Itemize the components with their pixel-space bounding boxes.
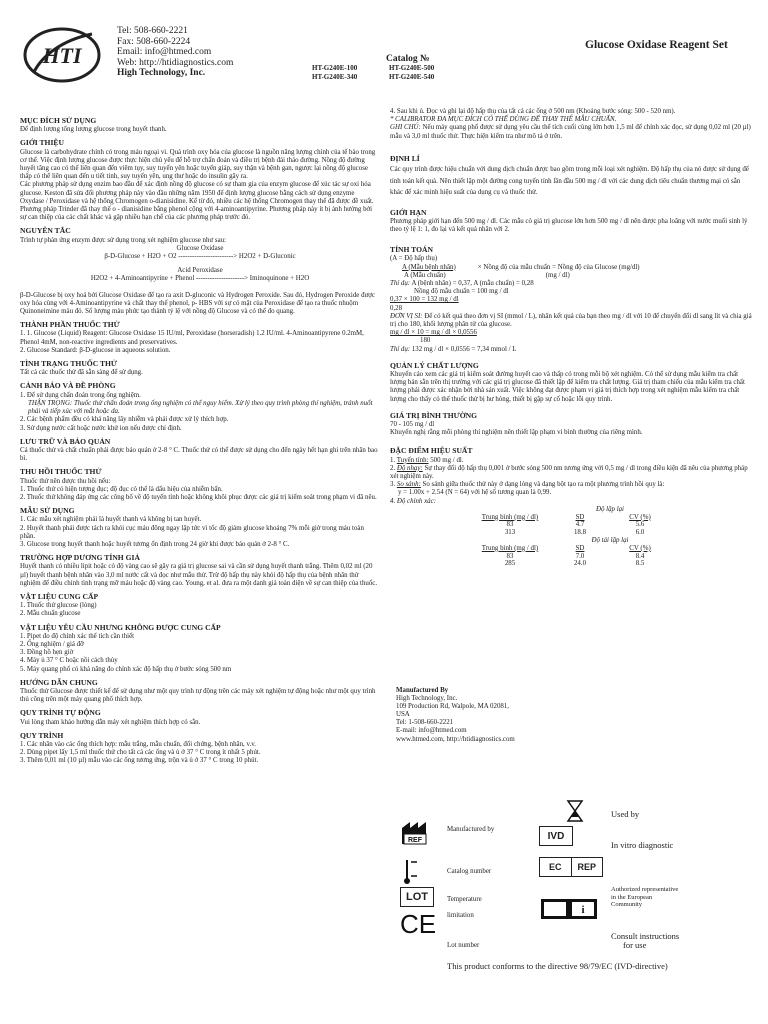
consult-line: Consult instructions [611, 931, 680, 941]
table-header: Trung bình (mg / dl) [481, 513, 539, 521]
si-label: ĐƠN VỊ SI: [390, 312, 423, 320]
table-title: Độ tái lặp lại [591, 537, 629, 544]
list-item: 2. Các bệnh phẩm đều có khả năng lây nhiễm và phải được xử lý thích hợp. [20, 416, 229, 424]
section-heading: ĐỊNH LÍ [390, 153, 420, 163]
note: * CALIBRATOR ĐA MỤC ĐÍCH CÓ THỂ DÙNG ĐỂ THAY THẾ MẪU CHUẨN. [390, 116, 617, 124]
section-heading: THU HỒI THUỐC THỬ [20, 467, 102, 477]
section-text: Thuốc thử Glucose được thiết kế để sử dụng như một quy trình tự động trên các máy xét nghiệm tự động hoặc như một quy trình thủ công trên một máy quang phổ thích hợp. [20, 687, 376, 704]
section-heading: GIỚI THIỆU [20, 138, 64, 148]
table-header: Trung bình (mg / dl) [481, 544, 539, 552]
manufacturer-icon [400, 818, 436, 846]
calc-line: mg / dl × 10 = mg / dl × 0,0556 [390, 329, 477, 337]
section-text: Các phương pháp sử dụng enzim bao đầu để xác định nồng độ glucose có sự tham gia của enzym glucose để xúc tác sự oxi hóa glucose. Keston đã sửa đổi phương pháp này vào đầu những năm 1950 để định lượng glucose bằng cách sử dụng enzyme Oxydase / Peroxidase và hệ thống Chromogen o-dianisidine. Kể từ đó, nhiều các hệ thống Chromogen thay thế đã được đề xuất. Phương pháp Trinder đã thay thế o - dianisidine bằng phenol cộng với 4-aminoantipyrine. Phương pháp này ít bị ảnh hưởng bởi sự can thiệp của các chất khác và gặp nhiều hạn chế của các phương pháp trước đó. [20, 181, 374, 222]
list-item: 2. Thuốc thử không đáp ứng các công bố về độ tuyến tính hoặc không khôi phục được các giá trị kiểm soát trong phạm vi đã nêu. [20, 493, 377, 501]
ce-mark-icon [400, 908, 436, 938]
list-item: 1. Tuyến tính: 500 mg / dl. [390, 456, 464, 464]
auth-line: in the European [611, 893, 653, 901]
catalog-code: HT-G240E-540 [389, 72, 435, 81]
catalog-code: HT-G240E-500 [389, 64, 435, 73]
fax: Fax: 508-660-2224 [117, 36, 191, 47]
table-cell: 18.8 [573, 529, 587, 537]
repeatability-table [470, 506, 670, 537]
table-header: SD [575, 544, 585, 552]
left-column [20, 117, 380, 766]
example-label: Thí dụ: [390, 345, 411, 353]
list-item: 3. So sánh: So sánh giữa thuốc thử này ở dạng lỏng và dạng bột tạo ra một phương trình hồi quy là: [390, 481, 665, 489]
catalog-row [312, 73, 466, 81]
comparison-label: So sánh: [396, 481, 421, 489]
section-text: β-D-Glucose bị oxy hoá bởi Glucose Oxidase để tạo ra axit D-gluconic và Hydrogen Peroxide. Sau đó, Hydrogen Peroxide được oxy hóa cùng với 4-Aminoantipyrine và chất thay thế phenol, p- HBS với sự có mặt của Peroxidase để tạo ra thuốc nhuộm Quinoneimine màu đỏ. Số lượng màu phức tạo thành tỷ lệ với nồng độ Glucose và có thể đo quang. [20, 291, 375, 316]
table-cell: 8.4 [635, 552, 645, 560]
table-cell: 313 [504, 529, 516, 537]
section-text: Các quy trình được hiệu chuẩn với dung dịch chuẩn được bao gồm trong mỗi loại xét nghiệm. Độ hấp thụ của nó được sử dụng để tính toán kết quả. Nên thiết lập một đường cong tuyến tính lần đầu 500 mg / dl với các dung dịch tiêu chuẩn thương mại có sẵn khác để xác minh hiệu suất của dụng cụ và thuốc thử. [390, 166, 749, 197]
list-item: THẬN TRỌNG: Thuốc thử chẩn đoán trong ống nghiệm có thể nguy hiểm. Xử lý theo quy trình phòng thí nghiệm, tránh nuốt phải và tiếp xúc với mắt hoặc da. [28, 399, 373, 416]
catalog-code: HT-G240E-100 [312, 64, 358, 73]
table-cell: 83 [506, 521, 514, 529]
mfg-line: 109 Production Rd, Walpole, MA 02081, [396, 703, 510, 711]
equation: β-D-Glucose + H2O + O2 ------------------------> H2O2 + D-Gluconic [104, 253, 296, 261]
section-heading: VẬT LIỆU CUNG CẤP [20, 591, 99, 601]
table-row [470, 545, 670, 553]
section-text: Cả thuốc thử và chất chuẩn phải được bảo quản ở 2-8 ° C. Thuốc thử có thể được sử dụng cho đến ngày hết hạn ghi trên nhãn bao bì. [20, 446, 378, 463]
linearity-label: Tuyến tính: [396, 456, 429, 464]
list-item: 3. Glucose trong huyết thanh hoặc huyết tương ổn định trong 24 giờ khi được bảo quản ở 2-8 ° C. [20, 540, 290, 548]
section-heading: ĐẶC ĐIỂM HIỆU SUẤT [390, 446, 473, 456]
section-text: Phương pháp giới hạn đến 500 mg / dl. Các mẫu có giá trị glucose lớn hơn 500 mg / dl nên được pha loãng với nước muối sinh lý theo tỷ lệ 1: 1, đo lại và kết quả nhân với 2. [390, 217, 748, 233]
list-item: 1. Các mẫu xét nghiệm phải là huyết thanh và không bị tan huyết. [20, 516, 202, 524]
list-item: 1. Pipet đo độ chính xác thể tích cần thiết [20, 632, 135, 640]
list-item: 2. Mẫu chuẩn glucose [20, 610, 81, 618]
section-heading: THÀNH PHẦN THUỐC THỬ [20, 320, 120, 330]
manufactured-label: Manufactured by [447, 826, 495, 833]
list-item: 4. Máy ủ 37 ° C hoặc nồi cách thủy [20, 657, 118, 665]
section-heading: TRƯỜNG HỢP DƯƠNG TÍNH GIẢ [20, 553, 140, 563]
mfg-line: E-mail: info@htmed.com [396, 727, 467, 735]
equation-label: Glucose Oxidase [176, 244, 224, 252]
calc-line [390, 313, 752, 329]
table-cell: 5.6 [635, 521, 645, 529]
company: High Technology, Inc. [117, 68, 206, 79]
section-text: Khuyến cáo xem các giá trị kiểm soát đường huyết cao và thấp có trong mỗi bộ xét nghiệm. Có thể sử dụng mẫu kiểm tra chất lượng bán sẵn trên thị trường với các giá trị glucose đã thiết lập để kiểm tra chất lượng. Giá trị tham chiếu của mẫu kiểm tra chất lượng phải được xác nhận bởi nhà sản xuất. Việc không đạt được phạm vi giá trị thích hợp trong xét nghiệm mẫu kiểm tra chất lượng cho thấy có thể thuốc thử bị hư hỏng, thiết bị gặp sự cố hoặc lỗi quy trình. [390, 370, 745, 403]
list-item: 2. Glucose Standard: β-D-glucose in aqueous solution. [20, 346, 171, 354]
svg-text:i: i [581, 904, 585, 916]
list-item: 1. Các nhãn vào các ống thích hợp: mẫu trắng, mẫu chuẩn, đối chứng, bệnh nhân, v.v. [20, 741, 256, 748]
list-item: 1. Thuốc thử có hiện tượng đục; độ đục có thể là dấu hiệu của nhiễm bẩn. [20, 485, 223, 493]
section-heading: QUY TRÌNH [20, 730, 64, 740]
sensitivity-label: Độ nhạy: [396, 464, 423, 472]
ivd-label: In vitro diagnostic [611, 840, 674, 850]
section-heading: CẢNH BÁO VÀ ĐỀ PHÒNG [20, 381, 116, 391]
temperature-label-1: Temperature [447, 896, 482, 903]
calc-unit: (mg / dl) [545, 271, 570, 279]
calc-line [390, 272, 752, 280]
calc-line: 0,28 [390, 304, 403, 312]
logo-text: HTI [42, 43, 82, 68]
email: Email: info@htmed.com [117, 47, 212, 58]
table-cell: 285 [504, 560, 516, 568]
calc-line [390, 346, 752, 354]
ref-label: REF [408, 837, 422, 844]
consult-label [611, 932, 679, 950]
section-heading: VẬT LIỆU YÊU CẦU NHƯNG KHÔNG ĐƯỢC CUNG CẤP [20, 622, 221, 632]
list-item: 3. Đồng hồ hẹn giờ [20, 649, 74, 657]
table-header: CV (%) [629, 544, 651, 552]
table-row [470, 514, 670, 522]
tel: Tel: 508-660-2221 [117, 26, 188, 36]
temperature-label-2: limitation [447, 912, 474, 919]
equation-label: Acid Peroxidase [177, 267, 223, 275]
example-text: 132 mg / dl × 0,0556 = 7,34 mmol / L [410, 345, 517, 353]
calc-line: (A = Độ hấp thụ) [390, 255, 438, 263]
hourglass-icon [566, 800, 584, 822]
hti-logo [22, 26, 102, 84]
calc-line [390, 264, 752, 272]
section-heading: HƯỚNG DẪN CHUNG [20, 677, 98, 687]
note [390, 124, 752, 140]
ec-label: EC [540, 858, 572, 876]
calc-line: Nồng độ mẫu chuẩn = 100 mg / dl [414, 288, 509, 296]
calc-line: 0,37 × 100 = 132 mg / dl [390, 296, 459, 304]
reproducibility-table [470, 537, 670, 568]
auth-line: Authorized representative [611, 886, 679, 893]
table-cell: 6.0 [635, 529, 645, 537]
equation: H2O2 + 4-Aminoantipyrine + Phenol ---------------------> Iminoquinone + H2O [90, 275, 310, 283]
list-item: 5. Máy quang phổ có khả năng đo chính xác độ hấp thụ ở bước sóng 500 nm [20, 665, 232, 673]
calc-denominator: A (Mẫu chuẩn) [404, 271, 446, 279]
section-heading: QUY TRÌNH TỰ ĐỘNG [20, 708, 101, 718]
note-label: GHI CHÚ: [390, 124, 421, 132]
catalog-title: Catalog № [386, 54, 430, 64]
auth-line: Community [611, 901, 643, 908]
section-text: Trình tự phản ứng enzym được sử dụng trong xét nghiệm glucose như sau: [20, 236, 226, 244]
mfg-line: www.htmed.com, http://htidiagnostics.com [396, 735, 515, 743]
list-item: 3. Thêm 0,01 ml (10 µl) mẫu vào các ống tương ứng, trộn và ủ ở 37 ° C trong 10 phút. [20, 757, 259, 765]
table-cell: 24.0 [573, 560, 587, 568]
table-cell: 7.0 [575, 552, 585, 560]
ivd-icon: IVD [539, 826, 573, 846]
example-label: Thí dụ: [390, 279, 411, 287]
section-text: Tất cả các thuốc thử đã sẵn sàng để sử dụng. [20, 369, 143, 377]
contact-block [117, 26, 233, 79]
table-title: Độ lặp lại [596, 505, 624, 513]
calc-line: 180 [420, 337, 431, 345]
list-item: 1. Để sử dụng chẩn đoán trong ống nghiệm. [20, 391, 141, 399]
list-item: 4. Sau khi ủ. Đọc và ghi lại độ hấp thụ của tất cả các ống ở 500 nm (Khoảng bước sóng: 500 - 520 nm). [390, 108, 676, 115]
example-text: A (bệnh nhân) = 0,37, A (mẫu chuẩn) = 0,28 [410, 279, 534, 287]
list-item: 2. Huyết thanh phải được tách ra khỏi cục máu đông ngay lập tức vì tốc độ giảm glucose khoảng 7% mỗi giờ trong máu toàn phần. [20, 524, 364, 540]
section-heading: LƯU TRỮ VÀ BẢO QUẢN [20, 436, 111, 446]
calc-numerator: A (Mẫu bệnh nhân) [402, 263, 456, 271]
note-text: Nếu máy quang phổ được sử dụng yêu cầu thể tích cuối cùng lớn hơn 1,5 ml để chính xác đọc, sử dụng 0,02 ml (20 µl) mẫu và 3,0 ml thuốc thử. Thực hiện kiểm tra như mô tả ở trên. [390, 124, 751, 140]
lot-number-label: Lot number [447, 942, 480, 949]
list-item: 4. Độ chính xác: [390, 497, 436, 505]
catalog-row [312, 64, 466, 72]
directive-footer: This product conforms to the directive 98/79/EC (IVD-directive) [447, 961, 668, 971]
section-text: Vui lòng tham khảo hướng dẫn máy xét nghiệm thích hợp có sẵn. [20, 718, 201, 726]
list-item: 1. 1. Glucose (Liquid) Reagent: Glucose Oxidase 15 IU/ml, Peroxidase (horseradish) 1.2 IU/ml. 4-Aminoantipyrene 0.2mM, Phenol 4mM, non-reactive ingredients and preservatives. [20, 330, 364, 346]
table-row [470, 560, 670, 568]
authorized-rep-label [611, 886, 678, 909]
consult-instructions-icon [539, 895, 603, 921]
right-column [390, 108, 752, 568]
regression-line: y = 1.00x + 2.54 (N = 64) với hệ số tương quan là 0,99. [398, 489, 552, 497]
calc-formula: × Nồng độ của mẫu chuẩn = Nồng độ của Glucose (mg/dl) [477, 263, 640, 271]
mfg-line: Tel: 1-508-660-2221 [396, 719, 454, 727]
ce-text: CE [400, 909, 436, 938]
list-item: 2. Dùng pipet lấy 1,5 ml thuốc thử cho tất cả các ống và ủ ở 37 ° C trong ít nhất 5 phút. [20, 749, 261, 757]
section-text: Glucose là carbohydrate chính có trong máu ngoại vi. Quá trình oxy hóa của glucose là nguồn năng lượng chính của tế bào trong cơ thể. Việc định lượng glucose được thực hiện chủ yếu để hỗ trợ chẩn đoán và điều trị bệnh đái tháo đường. Nồng độ đường huyết tăng cao có thể liên quan đến viêm tụy, suy tuyến yên hoặc tuyến giáp, suy thận và bệnh gan, ngược lại nồng độ glucose thấp có thể liên quan đến u tiết tinh, suy tuyến yên, ung thư hoặc do insulin gây ra. [20, 148, 376, 181]
section-text: Để định lượng tổng lượng glucose trong huyết thanh. [20, 126, 167, 134]
catalog-number-label: Catalog number [447, 868, 492, 875]
consult-line: for use [623, 940, 647, 950]
list-item: 2. Ống nghiệm / giá đỡ [20, 640, 84, 648]
web: Web: http://htidiagnostics.com [117, 57, 234, 68]
calc-line [390, 280, 752, 288]
list-item: 3. Sử dụng nước cất hoặc nước khử ion nếu được chỉ định. [20, 424, 182, 432]
list-item: 2. Độ nhạy: Sự thay đổi độ hấp thụ 0,001 ở bước sóng 500 nm tương ứng với 0,5 mg / dl trong điều kiện đã nêu của phương pháp xét nghiệm này. [390, 464, 748, 480]
catalog-code: HT-G240E-340 [312, 72, 358, 81]
section-heading: TÍNH TOÁN [390, 245, 433, 255]
mfg-label: Manufactured By [396, 687, 449, 694]
lot-icon: LOT [400, 887, 434, 907]
section-heading: QUẢN LÝ CHẤT LƯỢNG [390, 360, 479, 370]
section-heading: MỤC ĐÍCH SỬ DỤNG [20, 116, 97, 125]
table-cell: 4.7 [575, 521, 585, 529]
table-row [470, 521, 670, 529]
table-row [470, 529, 670, 537]
rep-label: REP [577, 862, 596, 872]
table-row [470, 553, 670, 561]
thermometer-icon [403, 856, 423, 886]
table-cell: 83 [506, 552, 514, 560]
table-cell: 8.5 [635, 560, 645, 568]
table-header: SD [575, 513, 585, 521]
section-heading: GIÁ TRỊ BÌNH THƯỜNG [390, 410, 477, 420]
section-heading: MẪU SỬ DỤNG [20, 506, 75, 516]
section-text: Thuốc thử nên được thu hồi nếu: [20, 477, 111, 485]
section-heading: TÌNH TRẠNG THUỐC THỬ [20, 359, 117, 369]
section-heading: GIỚI HẠN [390, 207, 427, 217]
list-item: 1. Thuốc thử glucose (lỏng) [20, 602, 97, 610]
manufacturer-block [396, 687, 596, 744]
si-text: Để có kết quả theo đơn vị SI (mmol / L), nhân kết quả của bạn theo mg / dl với 10 để chuyển đổi dl sang lít và chia giá trị cho 180, khối lượng phân tử của glucose. [390, 312, 752, 328]
section-text: Khuyến nghị rằng mỗi phòng thí nghiệm nên thiết lập phạm vi bình thường của riêng mình. [390, 429, 643, 437]
used-by-label: Used by [611, 809, 640, 819]
mfg-line: High Technology, Inc. [396, 695, 458, 703]
ec-rep-icon [539, 857, 603, 877]
document-title: Glucose Oxidase Reagent Set [585, 39, 728, 51]
section-text: Huyết thanh có nhiều lipit hoặc có độ vàng cao sẽ gây ra giá trị glucose sai và cần sử dụng huyết thanh trắng. Thêm 0,02 ml (20 µl) huyết thanh bệnh nhân vào 3,0 ml nước cất và đọc như mẫu thử. Trừ độ hấp thụ này khỏi độ hấp thụ của bệnh nhân thử nghiệm để điều chỉnh tình trạng mỡ máu hoặc độ vàng cao. Young, et al. đưa ra một danh giá toàn diện về sự can thiệp của thuốc. [20, 563, 378, 587]
section-heading: NGUYÊN TẮC [20, 226, 71, 236]
section-text: 70 - 105 mg / dl [390, 420, 435, 428]
catalog-block [312, 55, 466, 81]
table-header: CV (%) [629, 513, 651, 521]
mfg-line: USA [396, 711, 410, 719]
